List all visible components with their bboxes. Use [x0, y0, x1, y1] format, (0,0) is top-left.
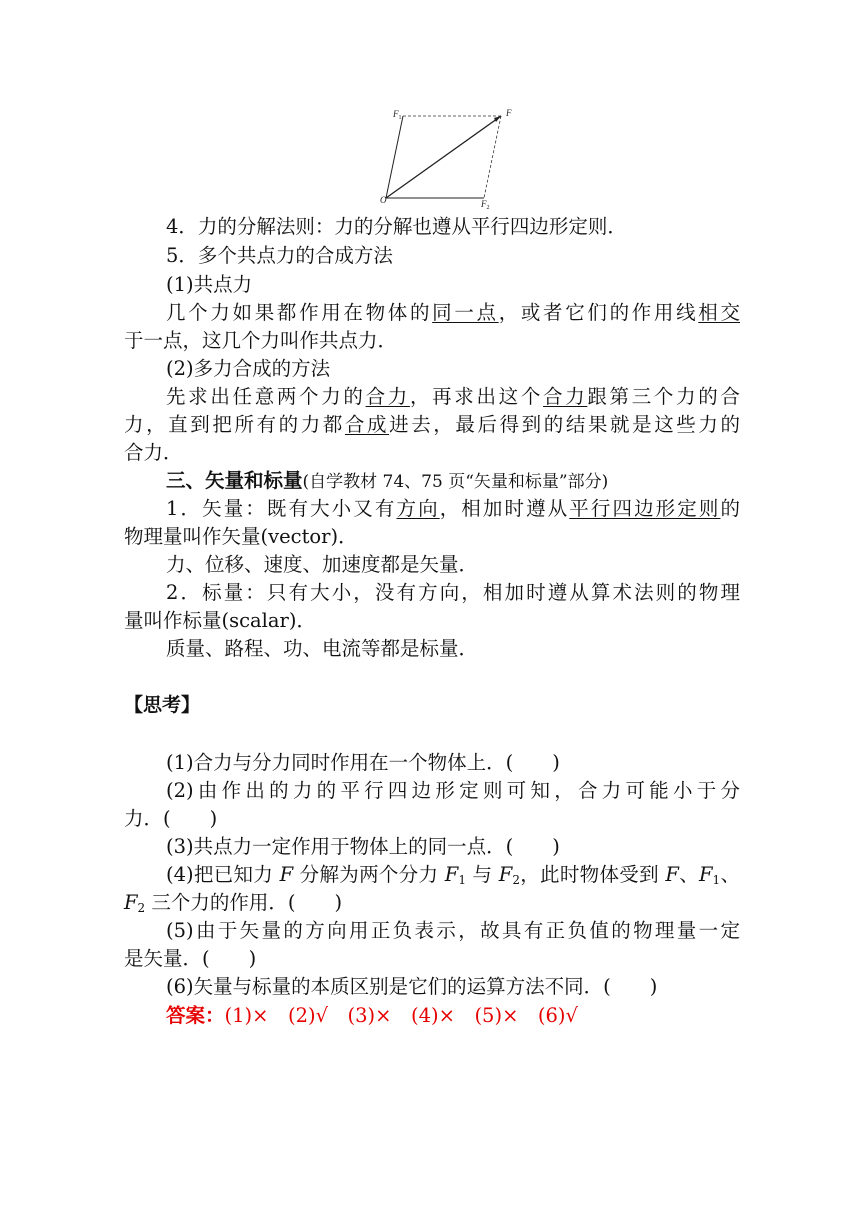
paragraph-scalar-line2: 量叫作标量(scalar)． — [124, 609, 316, 632]
paragraph-vector-line1: 1．矢量：既有大小又有方向，相加时遵从平行四边形定则的 — [166, 497, 740, 520]
question-4-line1: (4)把已知力 F 分解为两个分力 $F_1$ 与 $F_2$，此时物体受到 F、$F_1$、 — [166, 863, 740, 887]
paragraph-method-line1: 先求出任意两个力的合力，再求出这个合力跟第三个力的合 — [166, 385, 740, 408]
paragraph-scalar-line1: 2．标量：只有大小，没有方向，相加时遵从算术法则的物理 — [166, 581, 740, 604]
section-vector-scalar-heading: 三、矢量和标量(自学教材 74、75 页“矢量和标量”部分) — [166, 469, 609, 492]
paragraph-vector-line2: 物理量叫作矢量(vector)． — [124, 525, 358, 548]
vector-f1 — [386, 116, 403, 198]
label-o: O — [380, 195, 387, 205]
paragraph-method-line3: 合力． — [124, 441, 183, 464]
question-5-line2: 是矢量．( ) — [124, 947, 257, 970]
question-1: (1)合力与分力同时作用在一个物体上．( ) — [166, 751, 560, 774]
edge-f-f2 — [484, 116, 501, 198]
answer-text: (1)× (2)√ (3)× (4)× (5)× (6)√ — [224, 1004, 578, 1027]
think-heading: 【思考】 — [124, 694, 201, 716]
question-2-line2: 力．( ) — [124, 807, 218, 830]
paragraph-concurrent-title: (1)共点力 — [166, 273, 253, 296]
label-f2: $F_2$ — [481, 199, 490, 211]
paragraph-scalar-examples: 质量、路程、功、电流等都是标量． — [166, 637, 479, 660]
paragraph-multi-method-title: (2)多力合成的方法 — [166, 357, 331, 380]
paragraph-method-line2: 力，直到把所有的力都合成进去，最后得到的结果就是这些力的 — [124, 413, 740, 436]
question-4-line2: $F_2$ 三个力的作用．( ) — [124, 891, 343, 915]
paragraph-vector-examples: 力、位移、速度、加速度都是矢量． — [166, 553, 479, 576]
question-6: (6)矢量与标量的本质区别是它们的运算方法不同．( ) — [166, 975, 658, 998]
question-5-line1: (5)由于矢量的方向用正负表示，故具有正负值的物理量一定 — [166, 919, 740, 942]
paragraph-concurrent-line2: 于一点，这几个力叫作共点力． — [124, 329, 398, 352]
label-f1: $F_1$ — [393, 109, 402, 121]
paragraph-multi-force-title: 5．多个共点力的合成方法 — [166, 244, 393, 267]
answer-label: 答案： — [166, 1004, 225, 1027]
paragraph-concurrent-line1: 几个力如果都作用在物体的同一点，或者它们的作用线相交 — [166, 301, 740, 324]
vector-f — [386, 116, 501, 198]
question-3: (3)共点力一定作用于物体上的同一点．( ) — [166, 835, 560, 858]
paragraph-decomposition-rule: 4．力的分解法则：力的分解也遵从平行四边形定则． — [166, 215, 627, 238]
question-2-line1: (2)由作出的力的平行四边形定则可知，合力可能小于分 — [166, 779, 740, 802]
parallelogram-diagram — [380, 104, 530, 216]
answer-line — [124, 1001, 740, 1031]
label-f: F — [506, 108, 512, 118]
